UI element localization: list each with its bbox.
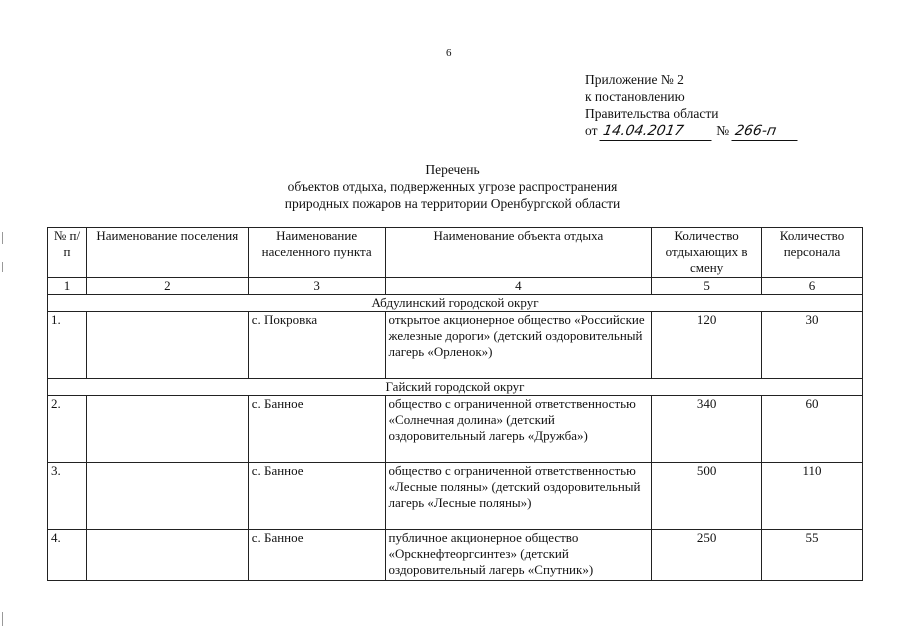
table-row [48, 463, 863, 530]
scan-edge-mark [2, 232, 3, 244]
handwritten-number: 266-п [731, 123, 800, 141]
header-number: № п/п [48, 228, 87, 278]
page-number: 6 [446, 47, 452, 59]
column-number: 4 [385, 278, 652, 295]
row-object: открытое акционерное общество «Российские железные дороги» (детский оздоровительный лагерь «Орленок») [385, 312, 652, 379]
title-line-1: Перечень [425, 162, 480, 177]
header-locality: Наименование населенного пункта [248, 228, 385, 278]
table-row [48, 312, 863, 379]
row-number: 2. [48, 396, 87, 463]
row-object: общество с ограниченной ответственностью «Солнечная долина» (детский оздоровительный лагерь «Дружба») [385, 396, 652, 463]
group-name: Гайский городской округ [48, 379, 863, 396]
row-object: публичное акционерное общество «Орскнефтеоргсинтез» (детский оздоровительный лагерь «Спутник») [385, 530, 652, 581]
column-number: 5 [652, 278, 762, 295]
row-settlement [86, 396, 248, 463]
row-staff: 30 [762, 312, 863, 379]
number-prefix: № [716, 123, 730, 138]
row-locality: с. Банное [248, 530, 385, 581]
appendix-line-3: Правительства области [585, 106, 719, 121]
scan-edge-mark [2, 262, 3, 272]
appendix-title: Приложение № 2 [585, 72, 684, 87]
row-staff: 55 [762, 530, 863, 581]
row-guests: 340 [652, 396, 762, 463]
title-line-2: объектов отдыха, подверженных угрозе распространения [287, 179, 618, 194]
group-header-row [48, 295, 863, 312]
appendix-line-2: к постановлению [585, 89, 685, 104]
document-title [0, 161, 905, 212]
column-number: 2 [86, 278, 248, 295]
table-header-row [48, 228, 863, 278]
appendix-date-line [585, 122, 799, 141]
row-guests: 250 [652, 530, 762, 581]
row-number: 4. [48, 530, 87, 581]
column-number: 3 [248, 278, 385, 295]
row-number: 1. [48, 312, 87, 379]
row-settlement [86, 312, 248, 379]
row-locality: с. Покровка [248, 312, 385, 379]
group-header-row [48, 379, 863, 396]
column-number-row [48, 278, 863, 295]
group-name: Абдулинский городской округ [48, 295, 863, 312]
row-locality: с. Банное [248, 463, 385, 530]
header-staff: Количество персонала [762, 228, 863, 278]
row-locality: с. Банное [248, 396, 385, 463]
header-settlement: Наименование поселения [86, 228, 248, 278]
appendix-block [585, 71, 799, 141]
row-object: общество с ограниченной ответственностью «Лесные поляны» (детский оздоровительный лагерь «Лесные поляны») [385, 463, 652, 530]
header-guests: Количество отдыхающих в смену [652, 228, 762, 278]
table-row [48, 530, 863, 581]
row-staff: 60 [762, 396, 863, 463]
recreation-objects-table [47, 227, 863, 581]
date-prefix: от [585, 123, 598, 138]
table-row [48, 396, 863, 463]
row-settlement [86, 530, 248, 581]
title-line-3: природных пожаров на территории Оренбургской области [284, 196, 621, 211]
column-number: 1 [48, 278, 87, 295]
row-settlement [86, 463, 248, 530]
column-number: 6 [762, 278, 863, 295]
row-guests: 120 [652, 312, 762, 379]
row-number: 3. [48, 463, 87, 530]
handwritten-date: 14.04.2017 [599, 123, 714, 141]
scan-edge-mark [2, 612, 3, 626]
header-object: Наименование объекта отдыха [385, 228, 652, 278]
row-staff: 110 [762, 463, 863, 530]
row-guests: 500 [652, 463, 762, 530]
